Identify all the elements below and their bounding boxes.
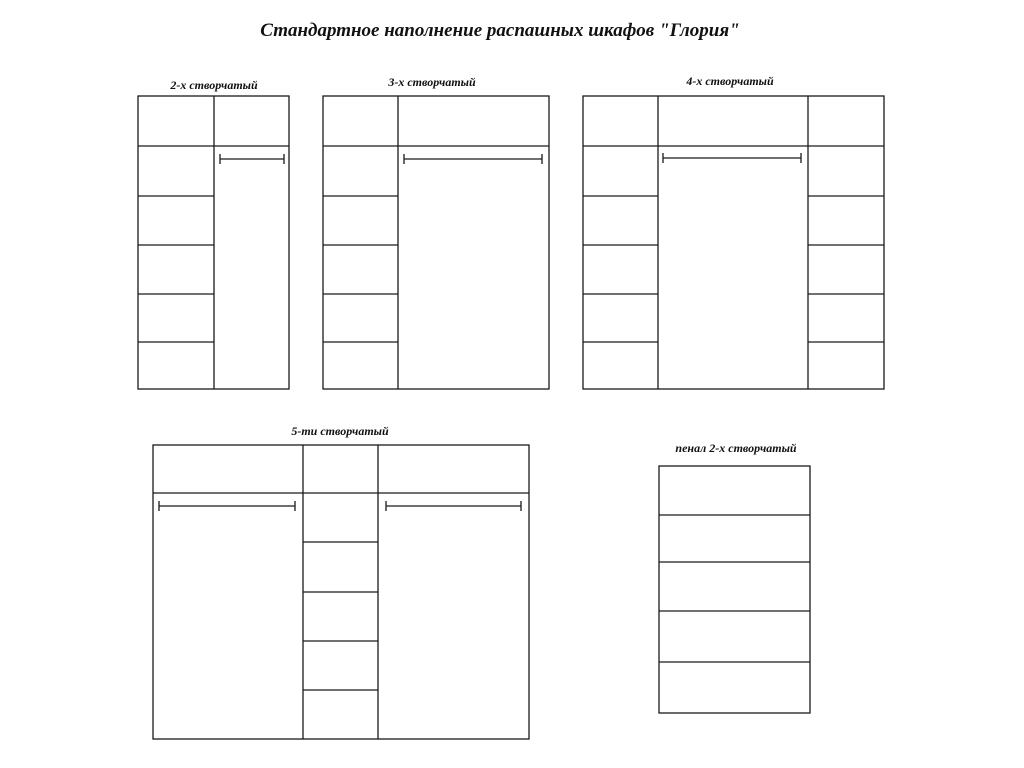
hanging-rail [220, 154, 284, 164]
cabinet-frame [583, 96, 884, 389]
cabinet-2-door [138, 96, 289, 389]
cabinet-5-door [153, 445, 529, 739]
cabinet-5-door-label: 5-ти створчатый [291, 424, 389, 438]
cabinet-3-door-label: 3-х створчатый [388, 75, 476, 89]
hanging-rail [159, 501, 295, 511]
cabinet-pencil-case [659, 466, 810, 713]
page-title: Стандартное наполнение распашных шкафов "Глория" [260, 20, 740, 41]
hanging-rail [663, 153, 801, 163]
cabinet-3-door [323, 96, 549, 389]
hanging-rail [386, 501, 521, 511]
cabinet-frame [659, 466, 810, 713]
cabinet-4-door-label: 4-х створчатый [686, 74, 774, 88]
cabinet-2-door-label: 2-х створчатый [170, 78, 258, 92]
cabinet-pencil-case-label: пенал 2-х створчатый [675, 441, 797, 455]
hanging-rail [404, 154, 542, 164]
cabinet-4-door [583, 96, 884, 389]
cabinet-frame [323, 96, 549, 389]
